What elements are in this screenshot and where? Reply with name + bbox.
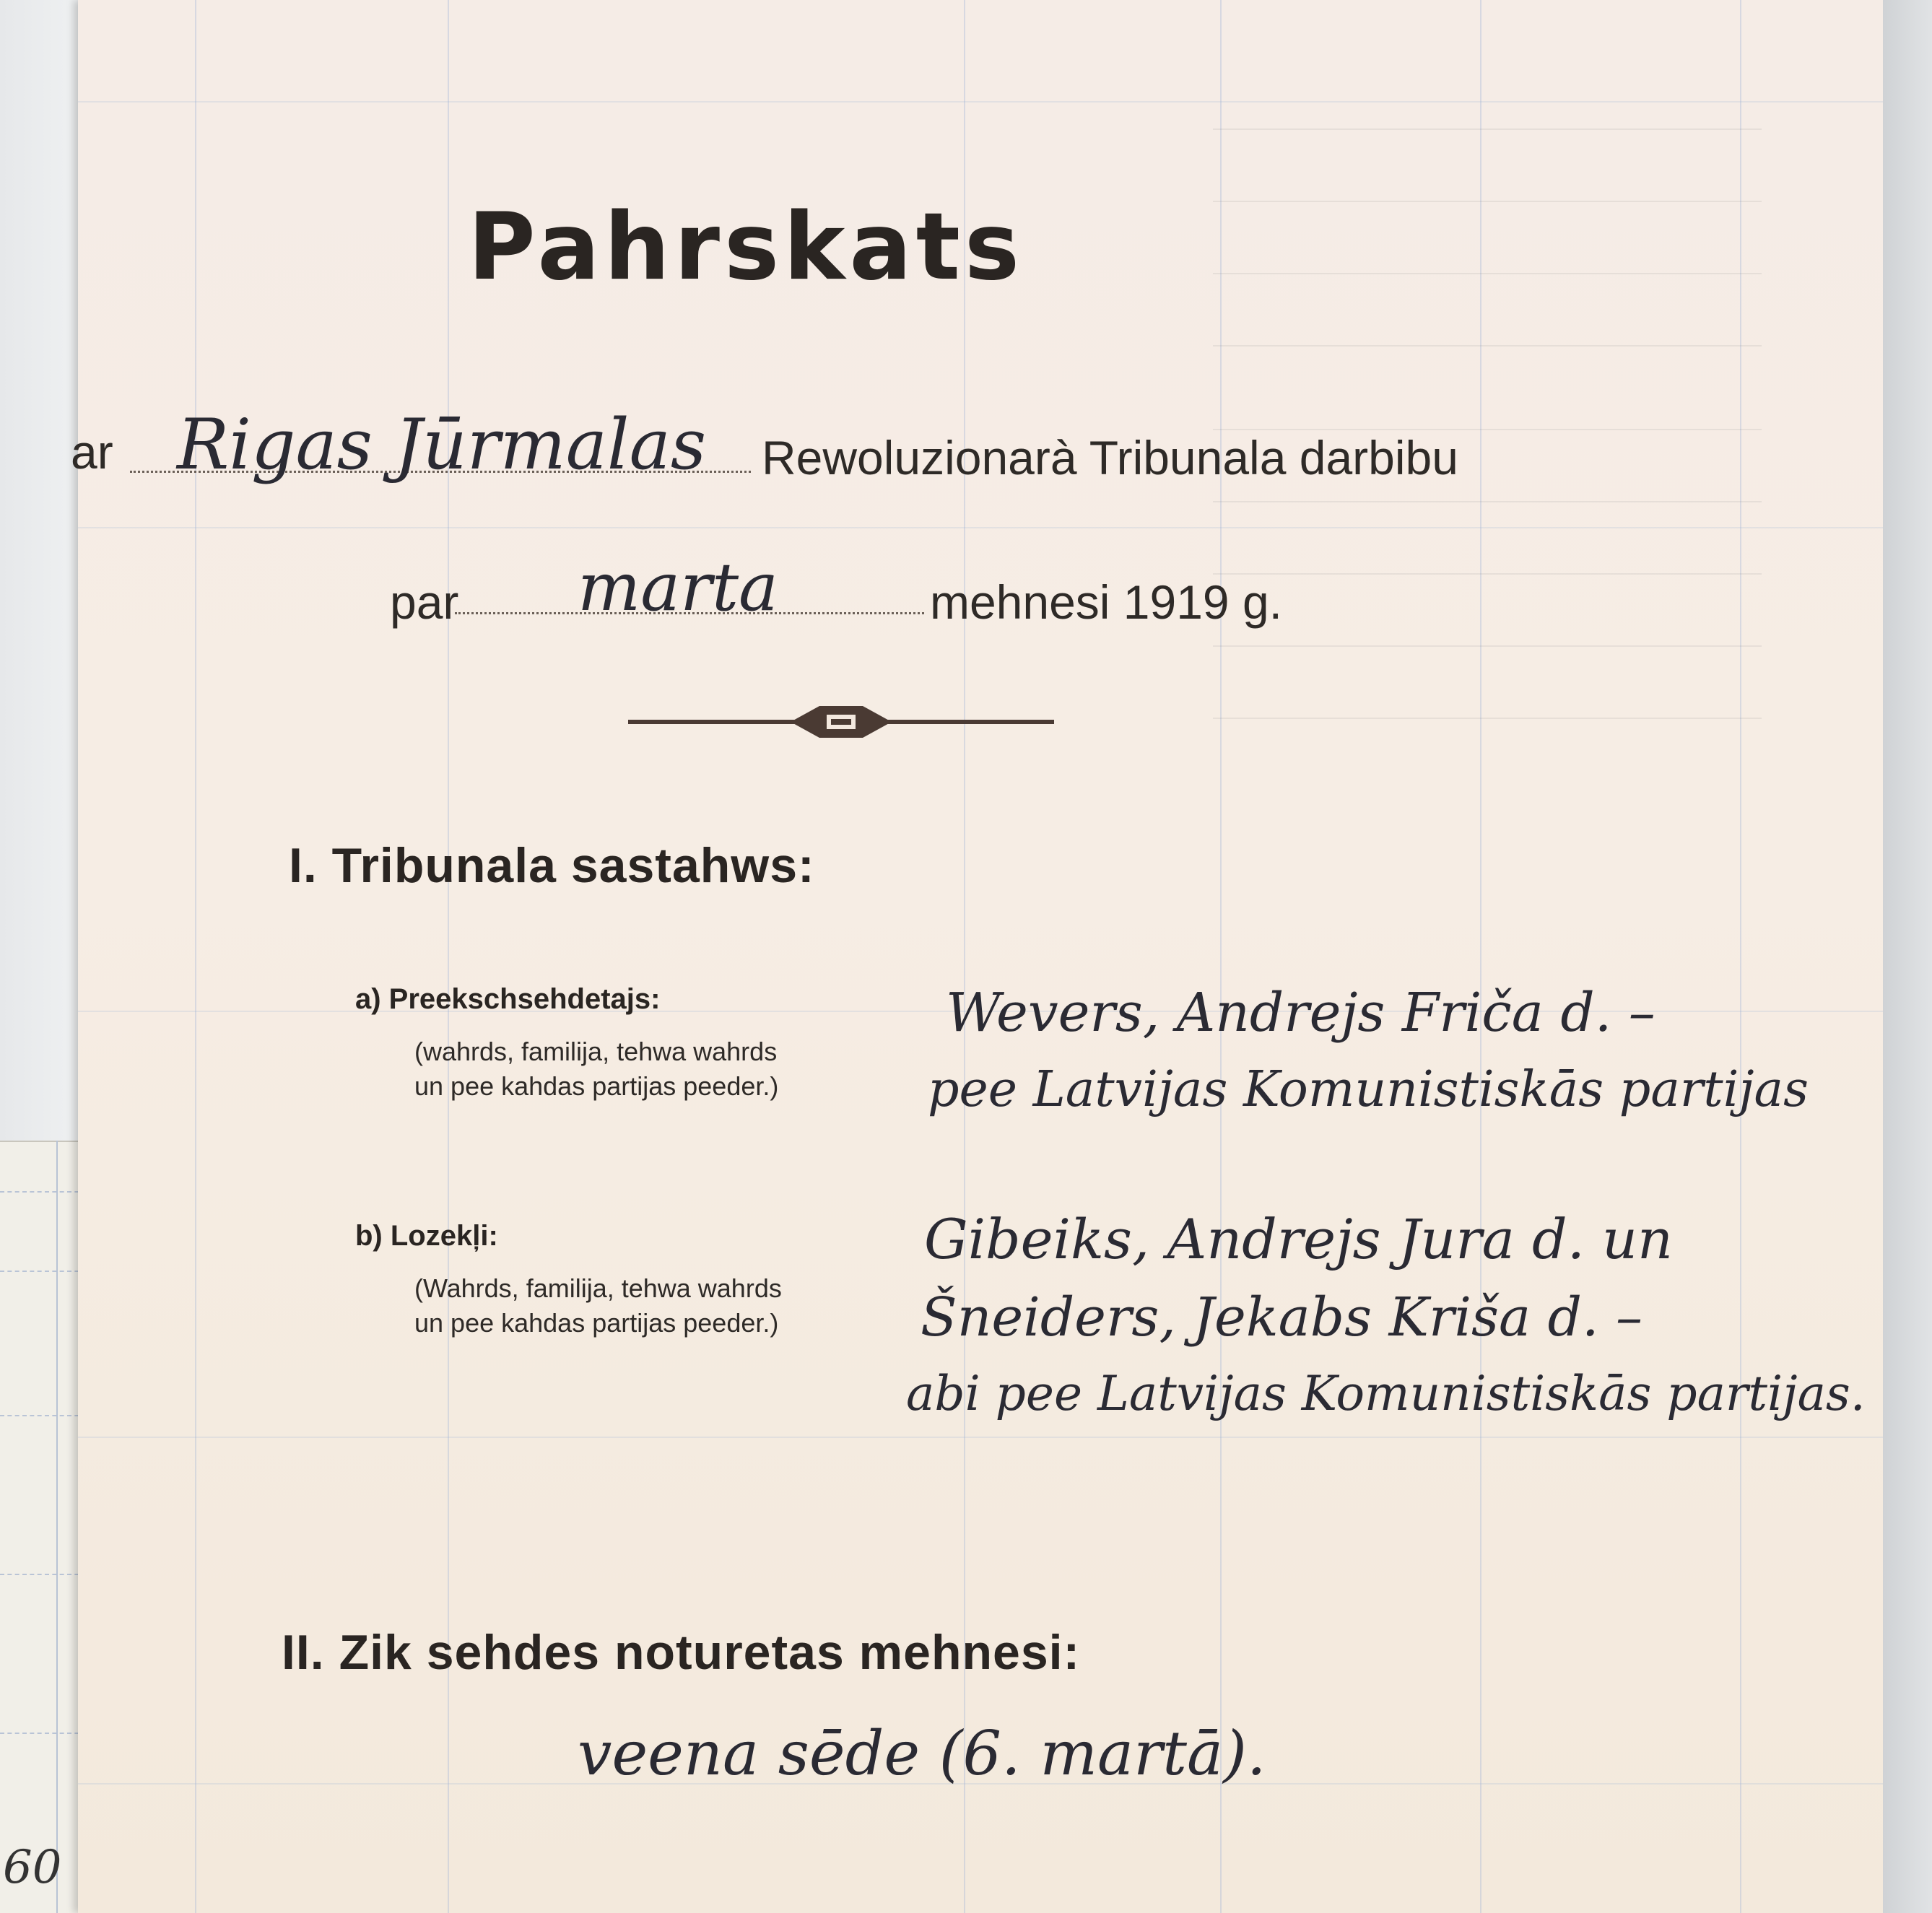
line1-prefix: ar <box>71 425 113 479</box>
section1b-answer-line1: Gibeiks, Andrejs Jura d. un <box>924 1207 1673 1271</box>
line2-prefix: par <box>390 575 459 629</box>
document-title: Pahrskats <box>468 193 1024 301</box>
line2-suffix: mehnesi 1919 g. <box>930 575 1283 629</box>
section1-heading: I. Tribunala sastahws: <box>289 838 815 893</box>
line1-handwritten-court-name: Rigas Jūrmalas <box>177 404 707 485</box>
sheet-right-edge <box>1883 0 1932 1913</box>
line2-handwritten-month: marta <box>578 549 778 626</box>
line1-suffix: Rewoluzionarà Tribunala darbibu <box>762 431 1458 484</box>
section2-heading: II. Zik sehdes noturetas mehnesi: <box>282 1625 1081 1680</box>
section1a-label: a) Preekschsehdetajs: <box>355 983 661 1015</box>
section1a-answer-line1: Wevers, Andrejs Friča d. – <box>946 982 1655 1044</box>
grid-line <box>78 1437 1883 1438</box>
grid-line <box>195 0 196 1913</box>
reverse-side-bleed-through <box>1213 58 1762 719</box>
margin-number: 60 <box>3 1841 62 1894</box>
section1b-answer-line2: Šneiders, Jekabs Kriša d. – <box>921 1286 1643 1348</box>
section1a-note: (wahrds, familija, tehwa wahrds un pee kahdas partijas peeder.) <box>414 1037 779 1101</box>
previous-sheet-column-line <box>56 1141 58 1913</box>
section1a-answer-line2: pee Latvijas Komunistiskās partijas <box>928 1061 1809 1118</box>
ornament-divider <box>628 700 1054 744</box>
section1b-answer-line3: abi pee Latvijas Komunistiskās partijas. <box>906 1366 1866 1421</box>
section1b-label: b) Lozekļi: <box>355 1220 498 1252</box>
section1b-note: (Wahrds, familija, tehwa wahrds un pee kahdas partijas peeder.) <box>414 1273 782 1338</box>
section2-answer: veena sēde (6. martā). <box>578 1718 1266 1789</box>
